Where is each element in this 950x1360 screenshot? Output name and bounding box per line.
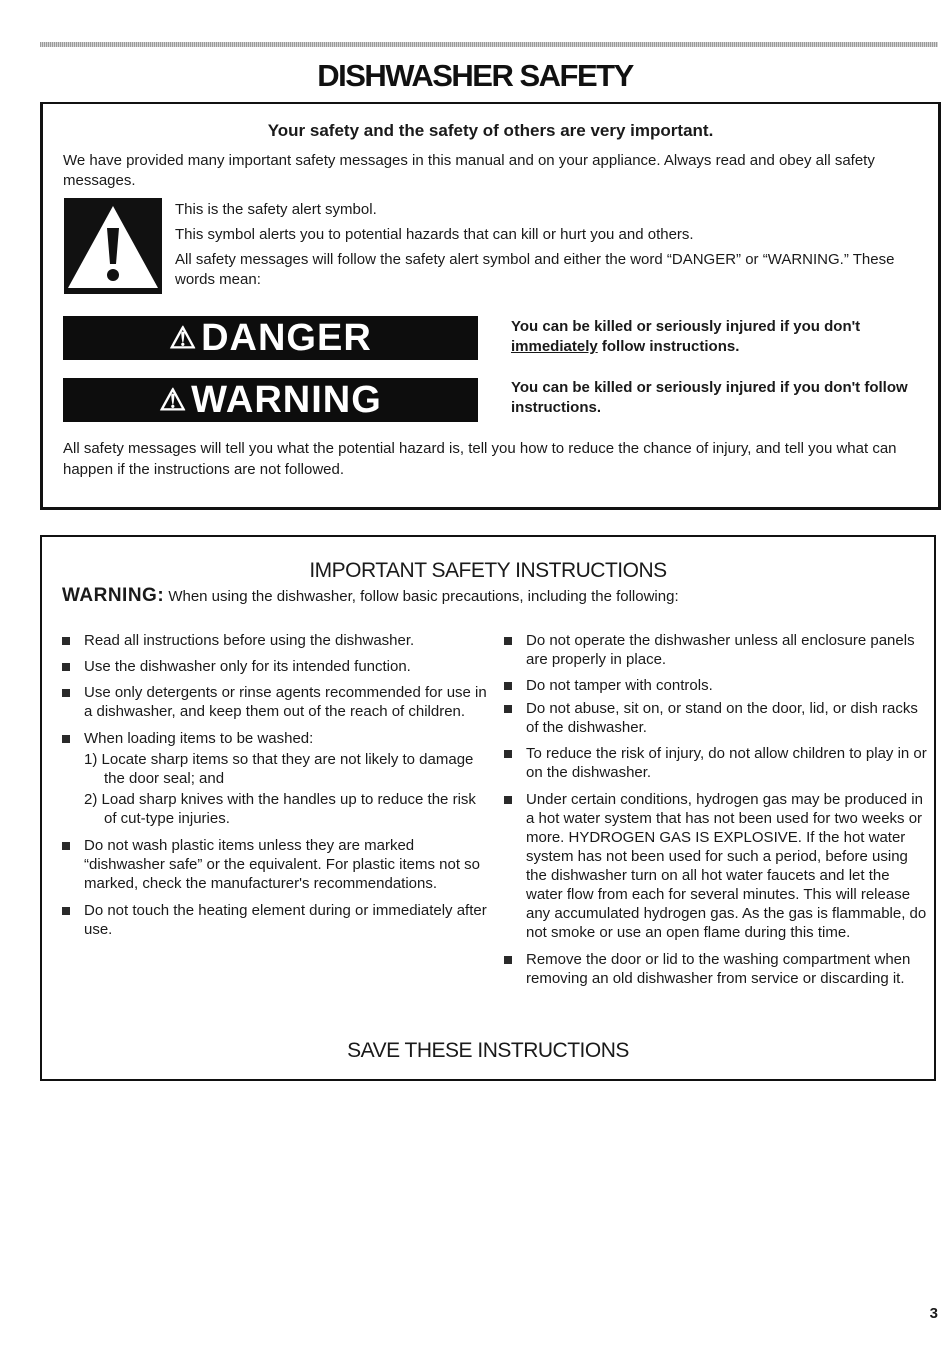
page-title: DISHWASHER SAFETY bbox=[317, 58, 633, 93]
bullet-icon bbox=[504, 796, 512, 804]
instructions-warning: WARNING: When using the dishwasher, follow basic precautions, including the following: bbox=[62, 585, 679, 606]
list-item: Use the dishwasher only for its intended function. bbox=[62, 657, 487, 676]
bullet-icon bbox=[62, 842, 70, 850]
danger-label: DANGER bbox=[201, 316, 372, 359]
bullet-icon bbox=[504, 750, 512, 758]
list-item: Use only detergents or rinse agents recommended for use in a dishwasher, and keep them out of the reach of children. bbox=[62, 683, 487, 721]
bullet-icon bbox=[62, 689, 70, 697]
list-item: Do not tamper with controls. bbox=[504, 676, 929, 695]
warning-label: WARNING bbox=[191, 378, 382, 421]
alert-line: This symbol alerts you to potential hazards that can kill or hurt you and others. bbox=[175, 226, 694, 243]
bullet-icon bbox=[62, 663, 70, 671]
sub-item: 1) Locate sharp items so that they are not likely to damage the door seal; and bbox=[84, 751, 474, 787]
list-item: To reduce the risk of injury, do not allow children to play in or on the dishwasher. bbox=[504, 744, 929, 782]
bullet-icon bbox=[504, 637, 512, 645]
alert-triangle-icon: ⚠ bbox=[169, 321, 198, 355]
instructions-left-column bbox=[62, 631, 487, 943]
list-item: Read all instructions before using the dishwasher. bbox=[62, 631, 487, 650]
page-number: 3 bbox=[929, 1305, 938, 1322]
danger-emphasis: immediately bbox=[511, 338, 598, 355]
safety-box-closing: All safety messages will tell you what the potential hazard is, tell you how to reduce the chance of injury, and tell you what can happen if the instructions are not followed. bbox=[63, 440, 897, 478]
instructions-heading: IMPORTANT SAFETY INSTRUCTIONS bbox=[309, 559, 667, 582]
bullet-icon bbox=[62, 907, 70, 915]
list-item: Do not touch the heating element during or immediately after use. bbox=[62, 901, 487, 939]
list-item: Under certain conditions, hydrogen gas may be produced in a hot water system that has not been used for two weeks or more. HYDROGEN GAS IS EXPLOSIVE. If the hot water system has not been used for such a period, before using the dishwasher turn on all hot water faucets and let the water flow from each for several minutes. This will release any accumulated hydrogen gas. As the gas is flammable, do not smoke or use an open flame during this time. bbox=[504, 790, 929, 942]
list-item: When loading items to be washed: 1) Locate sharp items so that they are not likely to damage the door seal; and 2) Load sharp knives with the handles up to reduce the risk of cut-type injuries. bbox=[62, 729, 487, 828]
bullet-icon bbox=[504, 705, 512, 713]
safety-box-intro: We have provided many important safety messages in this manual and on your appliance. Always read and obey all safety messages. bbox=[63, 152, 875, 189]
safety-box-heading: Your safety and the safety of others are very important. bbox=[267, 121, 714, 140]
bullet-icon bbox=[504, 956, 512, 964]
alert-triangle-icon: ⚠ bbox=[159, 383, 188, 417]
safety-message-box bbox=[40, 102, 941, 510]
bullet-icon bbox=[62, 735, 70, 743]
instructions-right-column bbox=[504, 631, 929, 992]
list-item: Do not operate the dishwasher unless all enclosure panels are properly in place. bbox=[504, 631, 929, 669]
important-instructions-box bbox=[40, 535, 936, 1081]
warning-banner bbox=[63, 378, 478, 422]
list-item: Do not wash plastic items unless they are marked “dishwasher safe” or the equivalent. For plastic items not so marked, check the manufacturer's recommendations. bbox=[62, 836, 487, 893]
warning-word: WARNING: bbox=[62, 585, 165, 606]
alert-line: This is the safety alert symbol. bbox=[175, 201, 377, 218]
danger-banner bbox=[63, 316, 478, 360]
alert-line: All safety messages will follow the safety alert symbol and either the word “DANGER” or “WARNING.” These words mean: bbox=[175, 251, 895, 288]
warning-description: You can be killed or seriously injured if you don't follow instructions. bbox=[511, 379, 908, 416]
list-item: Remove the door or lid to the washing compartment when removing an old dishwasher from service or discarding it. bbox=[504, 950, 929, 988]
safety-alert-triangle-icon bbox=[64, 198, 162, 294]
top-rule bbox=[40, 42, 938, 47]
sub-item: 2) Load sharp knives with the handles up to reduce the risk of cut-type injuries. bbox=[84, 791, 476, 827]
bullet-icon bbox=[504, 682, 512, 690]
bullet-icon bbox=[62, 637, 70, 645]
danger-description: You can be killed or seriously injured if you don't immediately follow instructions. bbox=[511, 318, 861, 355]
alert-symbol-explanation bbox=[175, 200, 895, 295]
save-instructions-line: SAVE THESE INSTRUCTIONS bbox=[347, 1039, 629, 1062]
list-item: Do not abuse, sit on, or stand on the door, lid, or dish racks of the dishwasher. bbox=[504, 699, 929, 737]
